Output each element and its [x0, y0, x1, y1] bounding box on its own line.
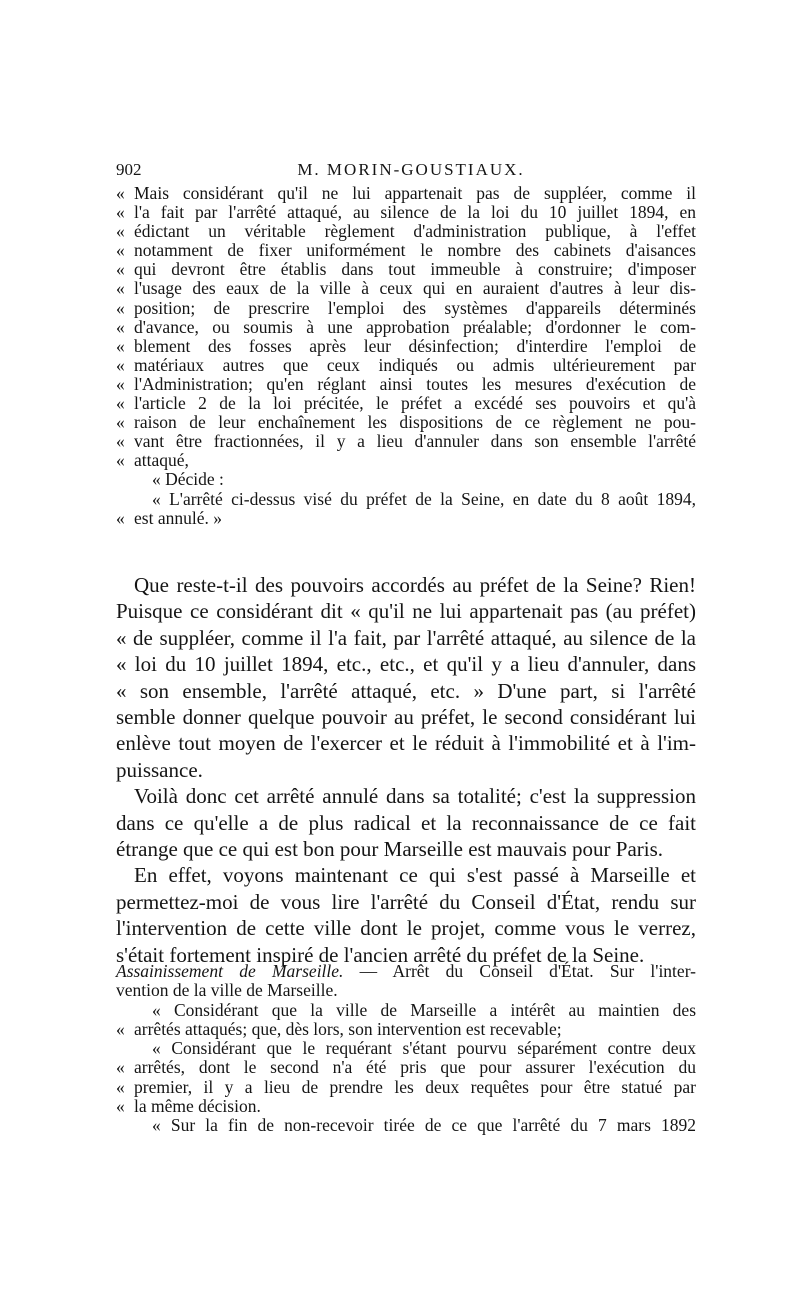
arret-line	[116, 1039, 696, 1058]
guillemet-mark: «	[116, 297, 125, 318]
guillemet-mark: «	[116, 278, 125, 299]
guillemet-mark: «	[116, 354, 125, 375]
quote-text: « Décide :	[152, 469, 224, 490]
arret-text: arrêtés, dont le second n'a été pris que pour assurer l'exécution du	[134, 1057, 696, 1078]
quote-text: blement des fosses après leur désinfection; d'interdire l'emploi de	[134, 335, 696, 356]
quote-line	[116, 337, 696, 356]
quoted-decision-block	[116, 184, 696, 528]
page-header	[116, 160, 706, 184]
body-text	[116, 572, 696, 968]
paragraph-line: « son ensemble, l'arrêté attaqué, etc. » D'une part, si l'arrêté	[116, 678, 696, 703]
arret-line	[116, 1078, 696, 1097]
quote-line	[116, 509, 696, 528]
quote-text: d'avance, ou soumis à une approbation préalable; d'ordonner le com-	[134, 316, 696, 337]
quote-line	[116, 451, 696, 470]
quote-text: vant être fractionnées, il y a lieu d'annuler dans son ensemble l'arrêté	[134, 431, 696, 452]
guillemet-mark: «	[116, 412, 125, 433]
quote-text: l'a fait par l'arrêté attaqué, au silence de la loi du 10 juillet 1894, en	[134, 202, 696, 223]
quote-text: qui devront être établis dans tout immeuble à construire; d'imposer	[134, 259, 696, 280]
quote-text: l'article 2 de la loi précitée, le préfet a excédé ses pouvoirs et qu'à	[134, 393, 696, 414]
guillemet-mark: «	[116, 450, 125, 471]
quote-line	[116, 394, 696, 413]
paragraph-line: permettez-moi de vous lire l'arrêté du Conseil d'État, rendu sur	[116, 889, 696, 914]
arret-text: arrêtés attaqués; que, dès lors, son intervention est recevable;	[134, 1018, 562, 1039]
arret-heading-italic: Assainissement de Marseille.	[116, 961, 344, 981]
guillemet-mark: «	[116, 316, 125, 337]
quoted-arret-block	[116, 962, 696, 1136]
quote-line	[116, 241, 696, 260]
paragraph-line: puissance.	[116, 757, 203, 782]
quote-line	[116, 318, 696, 337]
quote-text: Mais considérant qu'il ne lui appartenait pas de suppléer, comme il	[134, 183, 696, 203]
paragraph-line: Puisque ce considérant dit « qu'il ne lui appartenait pas (au préfet)	[116, 599, 696, 624]
quote-text: édictant un véritable règlement d'administration publique, à l'effet	[134, 221, 696, 242]
quote-line	[116, 432, 696, 451]
arret-line	[116, 1058, 696, 1077]
arret-line	[116, 1116, 696, 1135]
guillemet-mark: «	[116, 335, 125, 356]
quote-line	[116, 184, 696, 203]
quote-line	[116, 470, 696, 489]
guillemet-mark: «	[116, 1018, 125, 1039]
arret-line	[116, 1097, 696, 1116]
quote-text: notamment de fixer uniformément le nombre des cabinets d'aisances	[134, 240, 696, 261]
arret-heading-rest: — Arrêt du Conseil d'État. Sur l'inter-	[343, 961, 696, 981]
guillemet-mark: «	[116, 202, 125, 223]
guillemet-mark: «	[116, 393, 125, 414]
quote-text: raison de leur enchaînement les dispositions de ce règlement ne pou-	[134, 412, 696, 433]
quote-text: matériaux autres que ceux indiqués ou admis ultérieurement par	[134, 354, 696, 375]
running-title: M. MORIN-GOUSTIAUX.	[297, 160, 525, 179]
quote-line	[116, 203, 696, 222]
quote-line	[116, 260, 696, 279]
guillemet-mark: «	[116, 240, 125, 261]
guillemet-mark: «	[116, 1096, 125, 1117]
quote-text: position; de prescrire l'emploi des systèmes d'appareils déterminés	[134, 297, 696, 318]
quote-text: l'Administration; qu'en réglant ainsi toutes les mesures d'exécution de	[134, 373, 696, 394]
quote-text: est annulé. »	[134, 507, 222, 528]
guillemet-mark: «	[116, 1076, 125, 1097]
arret-text: « Considérant que la ville de Marseille a intérêt au maintien des	[152, 999, 696, 1020]
paragraph-line: Que reste-t-il des pouvoirs accordés au préfet de la Seine? Rien!	[134, 573, 696, 597]
guillemet-mark: «	[116, 221, 125, 242]
paragraph-line: semble donner quelque pouvoir au préfet, le second considérant lui	[116, 705, 696, 730]
guillemet-mark: «	[116, 1057, 125, 1078]
quote-line	[116, 356, 696, 375]
paragraph-line: enlève tout moyen de l'exercer et le réduit à l'immobilité et à l'im-	[116, 731, 696, 756]
quote-line	[116, 279, 696, 298]
quote-line	[116, 299, 696, 318]
paragraph-line: dans ce qu'elle a de plus radical et la reconnaissance de ce fait	[116, 810, 696, 835]
paragraph-line: étrange que ce qui est bon pour Marseille est mauvais pour Paris.	[116, 837, 664, 862]
arret-line	[116, 1020, 696, 1039]
quote-line	[116, 413, 696, 432]
arret-heading-line	[116, 962, 696, 981]
quote-line	[116, 222, 696, 241]
quote-text: l'usage des eaux de la ville à ceux qui en auraient d'autres à leur dis-	[134, 278, 696, 299]
quote-text: attaqué,	[134, 450, 189, 471]
arret-text: « Sur la fin de non-recevoir tirée de ce que l'arrêté du 7 mars 1892	[152, 1115, 696, 1136]
arret-text: la même décision.	[134, 1096, 261, 1117]
arret-line	[116, 1001, 696, 1020]
quote-line	[116, 375, 696, 394]
quote-line	[116, 490, 696, 509]
guillemet-mark: «	[116, 507, 125, 528]
paragraph-line: Voilà donc cet arrêté annulé dans sa totalité; c'est la suppression	[134, 784, 696, 809]
paragraph-line: « de suppléer, comme il l'a fait, par l'arrêté attaqué, au silence de la	[116, 625, 696, 650]
arret-text: « Considérant que le requérant s'étant pourvu séparément contre deux	[152, 1038, 696, 1059]
guillemet-mark: «	[116, 431, 125, 452]
arret-text: vention de la ville de Marseille.	[116, 980, 338, 1001]
page-number: 902	[116, 160, 142, 179]
quote-text: « L'arrêté ci-dessus visé du préfet de la Seine, en date du 8 août 1894,	[152, 488, 696, 509]
guillemet-mark: «	[116, 183, 125, 203]
guillemet-mark: «	[116, 259, 125, 280]
guillemet-mark: «	[116, 373, 125, 394]
paragraph-line: s'était fortement inspiré de l'ancien arrêté du préfet de la Seine.	[116, 942, 645, 967]
arret-line	[116, 981, 696, 1000]
paragraph-line: l'intervention de cette ville dont le projet, comme vous le verrez,	[116, 916, 696, 941]
arret-text: premier, il y a lieu de prendre les deux requêtes pour être statué par	[134, 1076, 696, 1097]
paragraph-line: En effet, voyons maintenant ce qui s'est passé à Marseille et	[134, 863, 696, 888]
paragraph-line: « loi du 10 juillet 1894, etc., etc., et qu'il y a lieu d'annuler, dans	[116, 652, 696, 677]
